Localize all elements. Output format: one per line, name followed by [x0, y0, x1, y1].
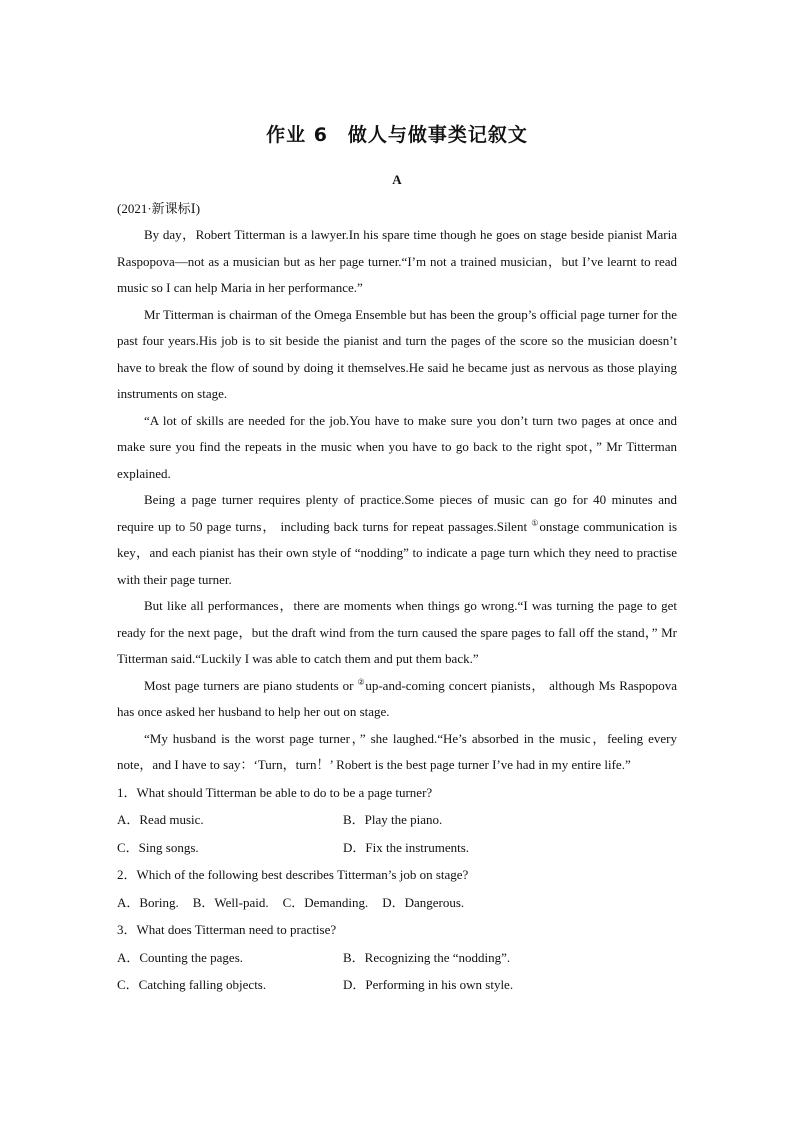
option-d[interactable]: D．Performing in his own style.	[343, 977, 514, 992]
option-b[interactable]: B．Play the piano.	[343, 812, 443, 827]
question-stem: 1．What should Titterman be able to do to be a page turner?	[117, 784, 433, 800]
option-d[interactable]: D．Dangerous.	[382, 894, 465, 910]
option-d[interactable]: D．Fix the instruments.	[343, 839, 470, 855]
option-a[interactable]: A．Counting the pages.	[117, 949, 244, 965]
option-b[interactable]: B．Recognizing the “nodding”.	[343, 949, 511, 965]
passage-paragraph: But like all performances，there are moments when things go wrong.“I was turning the page to get ready for the next page，but the draft wind from the turn caused the spare pages to fall off the stand，” Mr Titterman said.“Luckily I was able to catch them and put them back.”	[117, 598, 677, 666]
footnote-marker: ①	[531, 518, 540, 528]
option-row	[117, 806, 677, 834]
option-c[interactable]: C．Demanding.	[282, 894, 369, 910]
footnote-marker: ②	[357, 677, 366, 687]
option-a[interactable]: A．Boring.	[117, 894, 179, 910]
option-row	[117, 971, 677, 999]
passage-paragraph: “My husband is the worst page turner，” she laughed.“He’s absorbed in the music，feeling every note，and I have to say：‘Turn，turn！’ Robert is the best page turner I’ve had in my entire life.”	[117, 730, 677, 772]
page-title: 作业 6 做人与做事类记叙文	[266, 124, 528, 146]
passage-paragraph: Mr Titterman is chairman of the Omega Ensemble but has been the group’s official page turner for the past four years.His job is to sit beside the pianist and turn the pages of the score so the musician doesn’t have to break the flow of sound by doing it themselves.He said he became just as nervous as those playing instruments on stage.	[117, 306, 677, 401]
passage-paragraph	[117, 673, 677, 726]
option-row	[117, 834, 677, 862]
option-a[interactable]: A．Read music.	[117, 812, 204, 827]
source-label: (2021·新课标Ⅰ)	[117, 201, 201, 216]
paragraph-text: onstage communication is key，and each pianist has their own style of “nodding” to indicate a page turn which they need to practise with their page turner.	[117, 518, 678, 587]
passage-paragraph: “A lot of skills are needed for the job.You have to make sure you don’t turn two pages at once and make sure you find the repeats in the music when you have to go back to the right spot，” Mr Titterman explained.	[117, 412, 677, 481]
paragraph-text: up-and-coming concert pianists， although Ms Raspopova has once asked her husband to help her out on stage.	[117, 677, 677, 719]
passage-paragraph	[117, 487, 677, 593]
question-list	[117, 779, 677, 999]
option-row	[117, 889, 677, 917]
paragraph-text: Most page turners are piano students or	[144, 677, 358, 693]
question-stem: 3．What does Titterman need to practise?	[117, 922, 337, 937]
reading-passage	[117, 222, 677, 779]
option-b[interactable]: B．Well-paid.	[192, 894, 269, 910]
option-c[interactable]: C．Sing songs.	[117, 839, 199, 855]
section-label: A	[392, 172, 402, 187]
worksheet-page	[117, 118, 677, 999]
option-row	[117, 944, 677, 972]
passage-paragraph: By day，Robert Titterman is a lawyer.In his spare time though he goes on stage beside pianist Maria Raspopova—not as a musician but as her page turner.“I’m not a trained musician，but I’ve learnt to read music so I can help Maria in her performance.”	[117, 227, 677, 295]
paragraph-text: Being a page turner requires plenty of practice.Some pieces of music can go for 40 minutes and require up to 50 page turns， including back turns for repeat passages.Silent	[117, 492, 677, 534]
option-c[interactable]: C．Catching falling objects.	[117, 977, 267, 992]
question-stem: 2．Which of the following best describes Titterman’s job on stage?	[117, 867, 469, 882]
